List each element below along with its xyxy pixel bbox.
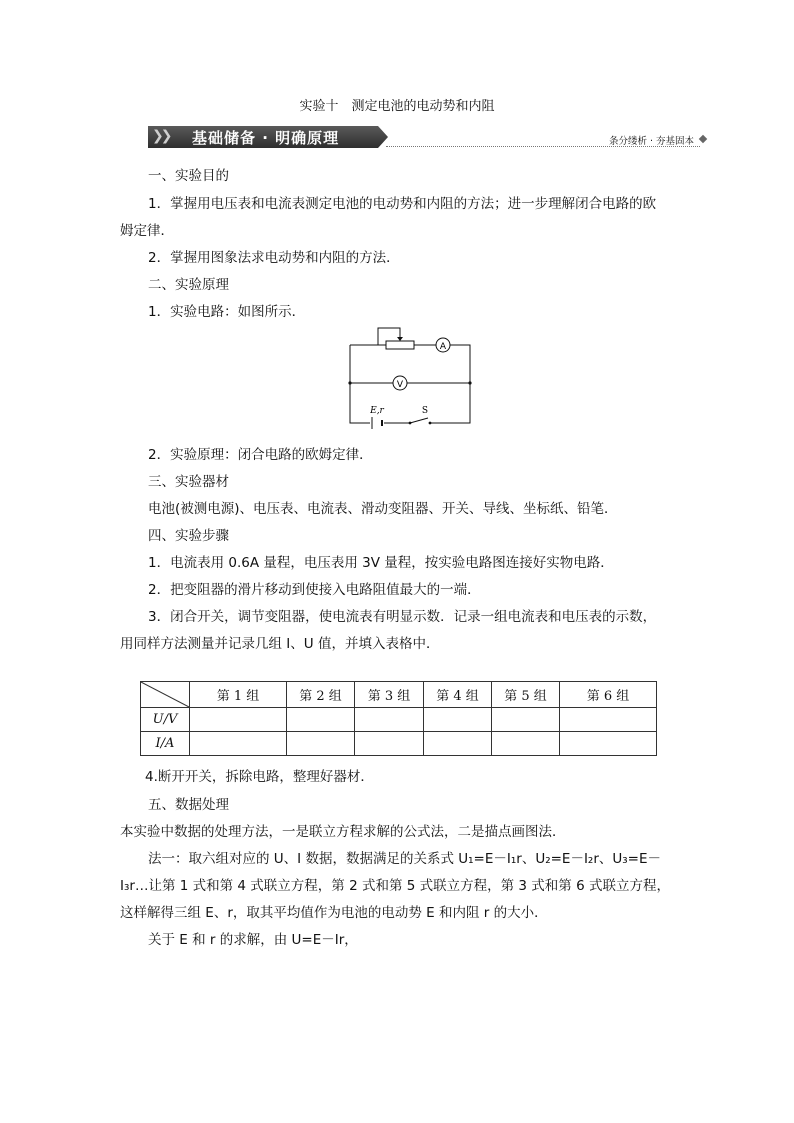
ammeter-label: A	[439, 342, 447, 352]
column-header: 第 3 组	[355, 682, 424, 708]
paragraph: 1．掌握用电压表和电流表测定电池的电动势和内阻的方法；进一步理解闭合电路的欧	[148, 196, 657, 212]
paragraph: 4.断开开关，拆除电路，整理好器材．	[145, 769, 374, 785]
table-cell	[287, 708, 355, 732]
table-cell	[424, 708, 492, 732]
rheostat-icon	[386, 341, 414, 349]
circuit-diagram	[340, 322, 480, 432]
paragraph: 姆定律．	[120, 223, 174, 239]
paragraph: 关于 E 和 r 的求解，由 U=E－Ir，	[148, 932, 358, 948]
column-header: 第 2 组	[287, 682, 355, 708]
table-cell	[560, 708, 657, 732]
paragraph: 3．闭合开关，调节变阻器，使电流表有明显示数．记录一组电流表和电压表的示数，	[148, 609, 657, 625]
paragraph: 1．实验电路：如图所示．	[148, 304, 306, 320]
table-cell	[190, 732, 287, 756]
paragraph: I₃r…让第 1 式和第 4 式联立方程，第 2 式和第 5 式联立方程，第 3 式和第 6 式联立方程，	[120, 878, 670, 894]
section-heading: 一、实验目的	[148, 168, 229, 184]
table-cell	[190, 708, 287, 732]
paragraph: 本实验中数据的处理方法，一是联立方程求解的公式法，二是描点画图法．	[120, 824, 566, 840]
table-cell	[355, 732, 424, 756]
banner-title: 基础储备 · 明确原理	[192, 129, 340, 147]
paragraph: 2．实验原理：闭合电路的欧姆定律．	[148, 447, 373, 463]
table-cell	[355, 708, 424, 732]
section-heading: 五、数据处理	[148, 797, 229, 813]
banner-subtitle: 条分缕析 · 夯基固本	[608, 136, 694, 147]
table-cell	[287, 732, 355, 756]
table-cell	[492, 732, 560, 756]
table-header-row	[141, 682, 657, 708]
paragraph: 1．电流表用 0.6A 量程，电压表用 3V 量程，按实验电路图连接好实物电路．	[148, 555, 614, 571]
table-cell	[492, 708, 560, 732]
section-banner	[148, 124, 708, 150]
table-row	[141, 708, 657, 732]
paragraph: 这样解得三组 E、r，取其平均值作为电池的电动势 E 和内阻 r 的大小．	[120, 905, 548, 921]
column-header: 第 4 组	[424, 682, 492, 708]
paragraph: 2．掌握用图象法求电动势和内阻的方法．	[148, 250, 400, 266]
table-cell	[424, 732, 492, 756]
switch-label: S	[421, 406, 429, 416]
table-cell	[560, 732, 657, 756]
voltmeter-label: V	[396, 380, 404, 390]
section-heading: 四、实验步骤	[148, 528, 229, 544]
section-heading: 二、实验原理	[148, 277, 229, 293]
table-row	[141, 732, 657, 756]
page-title: 实验十 测定电池的电动势和内阻	[299, 99, 495, 114]
paragraph: 用同样方法测量并记录几组 I、U 值，并填入表格中．	[120, 636, 440, 652]
section-heading: 三、实验器材	[148, 474, 229, 490]
paragraph: 电池(被测电源)、电压表、电流表、滑动变阻器、开关、导线、坐标纸、铅笔．	[148, 501, 618, 517]
battery-label: E,r	[370, 406, 384, 416]
row-label: U/V	[141, 708, 190, 732]
diagonal-header-cell	[141, 682, 190, 708]
column-header: 第 1 组	[190, 682, 287, 708]
diamond-icon	[699, 135, 707, 143]
paragraph: 法一：取六组对应的 U、I 数据，数据满足的关系式 U₁=E－I₁r、U₂=E－I₂r、U₃=E－	[148, 851, 662, 867]
chevron-right-icon: ❯❯	[152, 128, 170, 144]
row-label: I/A	[141, 732, 190, 756]
column-header: 第 5 组	[492, 682, 560, 708]
column-header: 第 6 组	[560, 682, 657, 708]
paragraph: 2．把变阻器的滑片移动到使接入电路阻值最大的一端．	[148, 582, 481, 598]
data-table	[140, 681, 657, 756]
